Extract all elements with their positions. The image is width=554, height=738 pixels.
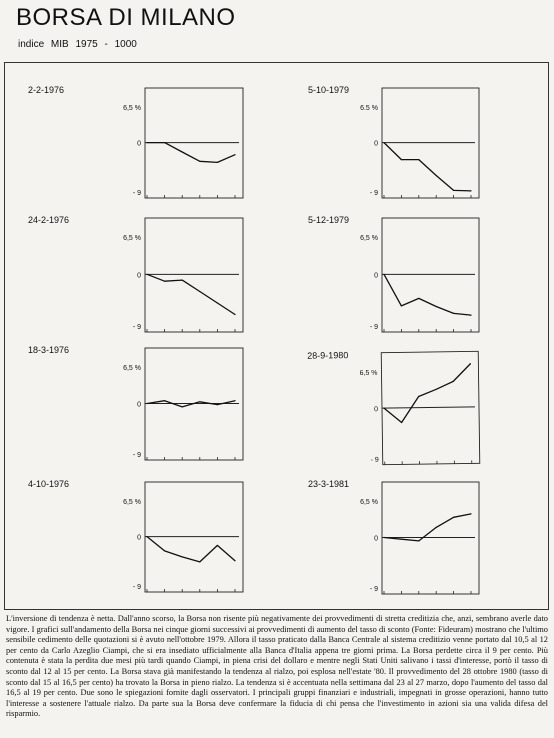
data-point <box>436 306 437 307</box>
data-point <box>234 400 235 401</box>
data-point <box>453 517 454 518</box>
data-point <box>470 513 471 514</box>
data-point <box>164 281 165 282</box>
data-point <box>234 314 235 315</box>
y-tick-label: 6,5 % <box>123 235 141 242</box>
y-tick-label: 0 <box>374 140 378 148</box>
data-point <box>453 313 454 314</box>
y-tick-label: 0 <box>137 140 141 148</box>
data-point <box>234 560 235 561</box>
mib-index-line <box>384 143 471 191</box>
y-tick-label: - 9 <box>369 586 378 593</box>
data-point <box>418 159 419 160</box>
chart-box <box>382 482 479 594</box>
data-point <box>436 175 437 176</box>
page-title: BORSA DI MILANO <box>16 4 236 31</box>
data-point <box>470 314 471 315</box>
chart-date-label: 23-3-1981 <box>308 479 350 489</box>
chart-panel <box>28 345 243 460</box>
data-point <box>182 279 183 280</box>
y-tick-label: 0 <box>137 534 141 542</box>
data-point <box>436 527 437 528</box>
y-tick-label: - 9 <box>132 584 141 591</box>
data-point <box>383 537 384 538</box>
chart-panel <box>308 215 479 332</box>
mib-index-line <box>383 364 471 423</box>
data-point <box>164 550 165 551</box>
chart-panel <box>28 85 243 198</box>
data-point <box>146 142 147 143</box>
chart-panel <box>28 479 243 592</box>
page-subtitle: indice MIB 1975 - 1000 <box>18 39 137 50</box>
y-tick-label: 6,5 % <box>123 105 141 112</box>
chart-date-label: 5-10-1979 <box>308 85 350 95</box>
data-point <box>401 159 402 160</box>
data-point <box>182 151 183 152</box>
y-tick-label: 0 <box>137 401 141 409</box>
chart-date-label: 2-2-1976 <box>28 85 65 95</box>
y-tick-label: - 9 <box>132 324 141 331</box>
data-point <box>470 190 471 191</box>
data-point <box>199 161 200 162</box>
data-point <box>401 539 402 540</box>
data-point <box>234 154 235 155</box>
data-point <box>217 545 218 546</box>
data-point <box>217 302 218 303</box>
data-point <box>401 305 402 306</box>
data-point <box>164 400 165 401</box>
y-tick-label: 0 <box>137 272 141 280</box>
chart-date-label: 28-9-1980 <box>307 350 349 361</box>
data-point <box>146 403 147 404</box>
chart-date-label: 18-3-1976 <box>28 345 70 355</box>
y-tick-label: 6,5 % <box>123 499 141 506</box>
y-tick-label: 6,5 % <box>360 499 378 506</box>
chart-box <box>145 218 243 332</box>
data-point <box>146 536 147 537</box>
y-tick-label: - 9 <box>370 456 379 464</box>
data-point <box>182 556 183 557</box>
chart-panel <box>308 85 479 198</box>
mib-index-line <box>147 274 235 314</box>
data-point <box>146 274 147 275</box>
y-tick-label: 0 <box>374 272 378 280</box>
data-point <box>217 162 218 163</box>
mib-index-line <box>147 143 235 163</box>
y-tick-label: 6.5 % <box>360 105 378 112</box>
data-point <box>199 561 200 562</box>
data-point <box>418 540 419 541</box>
y-tick-label: 0 <box>374 406 379 414</box>
data-point <box>199 401 200 402</box>
data-point <box>418 298 419 299</box>
data-point <box>453 190 454 191</box>
mib-index-line <box>384 274 471 315</box>
data-point <box>199 291 200 292</box>
data-point <box>182 406 183 407</box>
zero-baseline <box>382 407 475 408</box>
chart-panel <box>308 479 479 594</box>
data-point <box>217 404 218 405</box>
chart-panel <box>28 215 243 332</box>
y-tick-label: 6,5 % <box>123 365 141 372</box>
y-tick-label: - 9 <box>132 452 141 459</box>
mib-index-line <box>147 537 235 562</box>
chart-date-label: 5-12-1979 <box>308 215 350 225</box>
y-tick-label: 6,5 % <box>360 235 378 242</box>
y-tick-label: - 9 <box>132 190 141 197</box>
chart-date-label: 4-10-1976 <box>28 479 70 489</box>
data-point <box>383 274 384 275</box>
y-tick-label: 0 <box>374 535 378 543</box>
caption-text: L'inversione di tendenza è netta. Dall'anno scorso, la Borsa non risente più negativamente dei provvedimenti di stretta creditizia che, anzi, sembrano averle dato vigore. I grafici sull'andamento della Borsa nei cinque giorni successivi ai provvedimenti di aumento del tasso di sconto (Fonte: Fideuram) mostrano che l'ultimo sensibile cedimento delle quotazioni si è avuto nell'ottobre 1979. Allora il tasso praticato dalla Banca Centrale al sistema creditizio venne portato dal 10,5 al 12 per cento da Carlo Azeglio Ciampi, che si era insediato ufficialmente alla Banca d'Italia appena tre giorni prima. La Borsa perdette circa il 9 per cento. Più contenuta è stata la perdita due mesi più tardi quando Ciampi, in piena crisi del dollaro e mentre negli Stati Uniti salivano i tassi d'interesse, portò il tasso di sconto dal 12 al 15 per cento. La Borsa stava già manifestando la tendenza al rialzo, poi esplosa nell'estate '80. Il provvedimento del 28 ottobre 1980 (tasso di sconto dal 15 al 16,5 per cento) ha trovato la Borsa in pieno rialzo. La tendenza si è accentuata nella settimana dal 23 al 27 marzo, dopo l'aumento del tasso dal 16,5 al 19 per cento. Due sono le spiegazioni fornite dagli osservatori. I principali gruppi finanziari e industriali, impegnati in grosse operazioni, hanno tutto l'interesse a sostenere l'attuale rialzo. Da parte sua la Borsa deve confermare la fiducia di chi pensa che l'investimento in azioni sia una valida difesa del risparmio. <box>6 614 548 719</box>
data-point <box>383 142 384 143</box>
data-point <box>164 142 165 143</box>
mib-index-line <box>384 514 471 541</box>
chart-date-label: 24-2-1976 <box>28 215 70 225</box>
y-tick-label: - 9 <box>369 190 378 197</box>
y-tick-label: 6,5 % <box>359 369 378 377</box>
chart-panel <box>307 348 480 465</box>
y-tick-label: - 9 <box>369 324 378 331</box>
